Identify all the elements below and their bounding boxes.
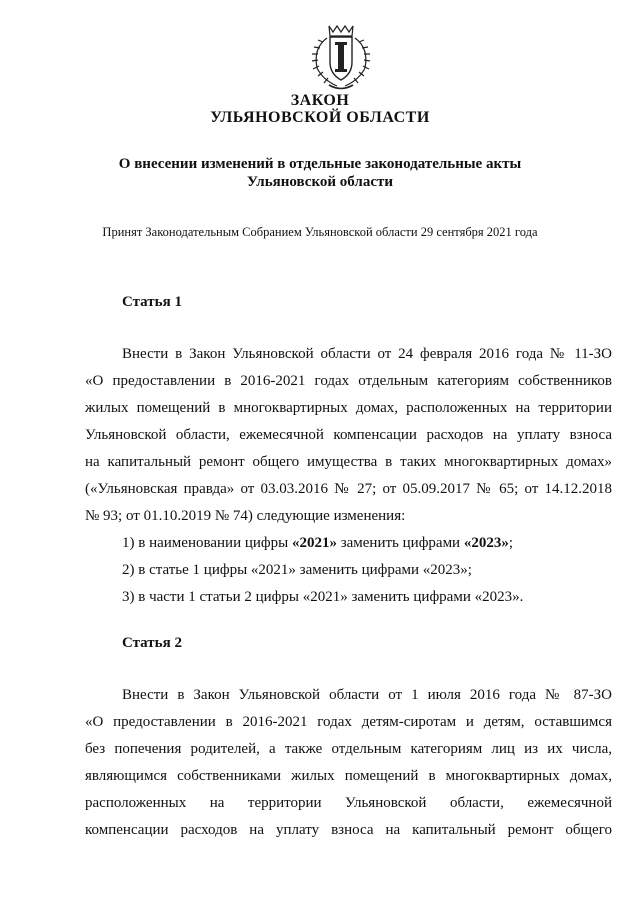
- law-subject-line-2: Ульяновской области: [246, 174, 394, 190]
- article-1-item-1: 1) в наименовании цифры «2021» заменить цифрами «2023»;: [122, 535, 514, 551]
- article-1-line: Ульяновской области, ежемесячной компенсации расходов на уплату взноса: [85, 427, 612, 443]
- article-2-line: являющимся собственниками жилых помещений в многоквартирных домах,: [85, 768, 612, 784]
- adoption-note: Принят Законодательным Собранием Ульяновской области 29 сентября 2021 года: [102, 225, 538, 239]
- article-2-line: расположенных на территории Ульяновской области, ежемесячной: [85, 795, 612, 811]
- law-subject-line-1: О внесении изменений в отдельные законодательные акты: [118, 156, 522, 172]
- coat-of-arms-icon: [299, 22, 383, 94]
- article-1-line: («Ульяновская правда» от 03.03.2016 № 27; от 05.09.2017 № 65; от 14.12.2018: [85, 481, 612, 497]
- law-region: УЛЬЯНОВСКОЙ ОБЛАСТИ: [210, 109, 430, 126]
- article-1-item-2: 2) в статье 1 цифры «2021» заменить цифрами «2023»;: [122, 562, 472, 578]
- article-1-line: на капитальный ремонт общего имущества в таких многоквартирных домах»: [85, 454, 612, 470]
- article-2-line: компенсации расходов на уплату взноса на капитальный ремонт общего: [85, 822, 612, 838]
- law-title: ЗАКОН: [290, 92, 350, 109]
- article-2-line: без попечения родителей, а также отдельным категориям лиц из их числа,: [85, 741, 612, 757]
- article-1-heading: Статья 1: [122, 294, 182, 310]
- article-1-line: жилых помещений в многоквартирных домах, расположенных на территории: [85, 400, 612, 416]
- article-1-item-3: 3) в части 1 статьи 2 цифры «2021» заменить цифрами «2023».: [122, 589, 524, 605]
- article-2-line: Внести в Закон Ульяновской области от 1 июля 2016 года № 87-ЗО: [122, 687, 612, 703]
- article-2-line: «О предоставлении в 2016-2021 годах детям-сиротам и детям, оставшимся: [85, 714, 612, 730]
- article-1-line: № 93; от 01.10.2019 № 74) следующие изменения:: [85, 508, 406, 524]
- article-1-line: «О предоставлении в 2016-2021 годах отдельным категориям собственников: [85, 373, 612, 389]
- article-1-line: Внести в Закон Ульяновской области от 24 февраля 2016 года № 11-ЗО: [122, 346, 612, 362]
- article-2-heading: Статья 2: [122, 635, 182, 651]
